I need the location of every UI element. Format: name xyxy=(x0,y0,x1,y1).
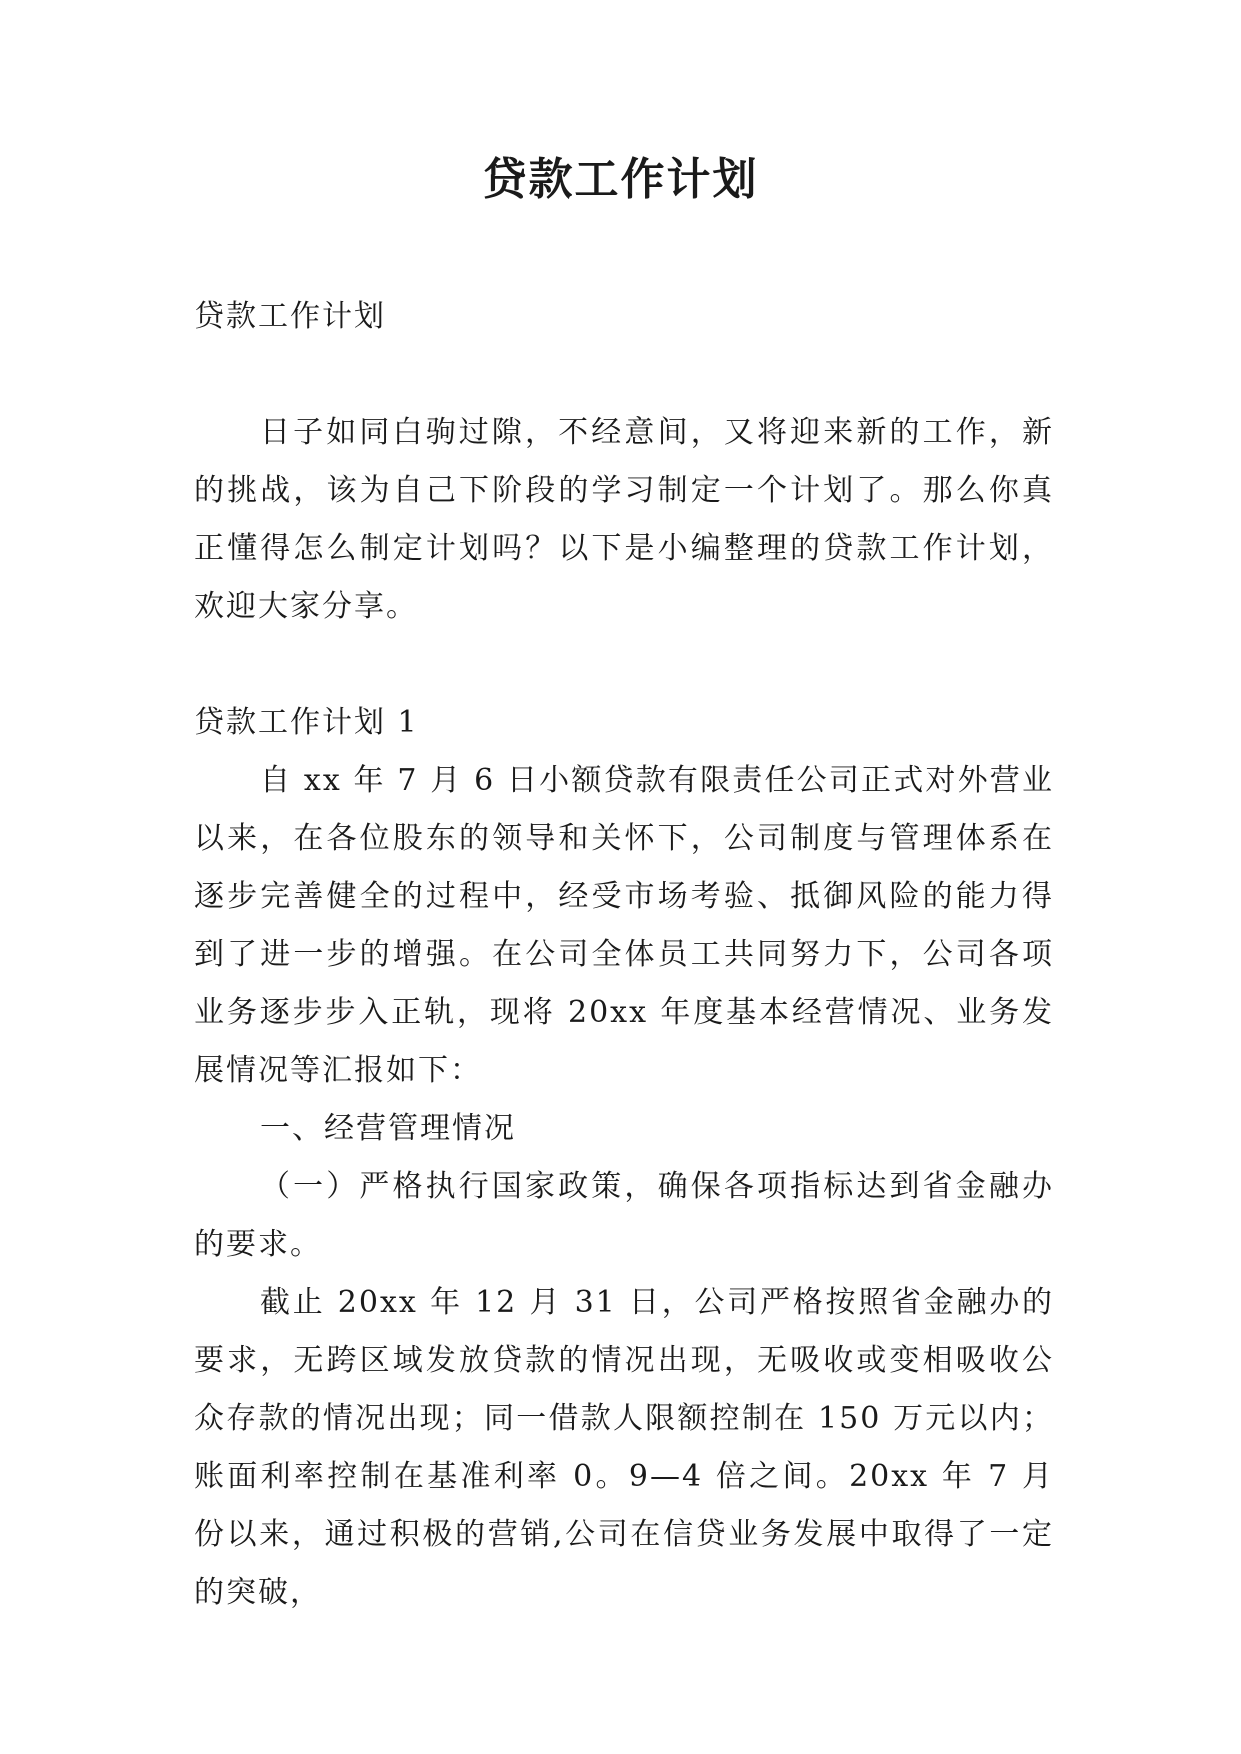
document-title: 贷款工作计划 xyxy=(482,154,759,205)
heading-business-management: 一、经营管理情况 xyxy=(260,1111,516,1146)
body-paragraph: 截止 20xx 年 12 月 31 日，公司严格按照省金融办的要求，无跨区域发放贷款的情况出现，无吸收或变相吸收公众存款的情况出现；同一借款人限额控制在 150 万元以内；账面利率控制在基准利率 0。9—4 倍之间。20xx 年 7 月份以来，通过积极的营销,公司在信贷业务发展中取得了一定的突破， xyxy=(194,1285,1054,1610)
document-body xyxy=(194,288,1054,1622)
intro-paragraph: 日子如同白驹过隙，不经意间，又将迎来新的工作，新的挑战，该为自己下阶段的学习制定一个计划了。那么你真正懂得怎么制定计划吗？以下是小编整理的贷款工作计划，欢迎大家分享。 xyxy=(194,415,1054,624)
body-paragraph: 自 xx 年 7 月 6 日小额贷款有限责任公司正式对外营业以来，在各位股东的领导和关怀下，公司制度与管理体系在逐步完善健全的过程中，经受市场考验、抵御风险的能力得到了进一步的增强。在公司全体员工共同努力下，公司各项业务逐步步入正轨，现将 20xx 年度基本经营情况、业务发展情况等汇报如下： xyxy=(194,763,1054,1088)
subheading-policy-compliance: （一）严格执行国家政策，确保各项指标达到省金融办的要求。 xyxy=(194,1169,1054,1262)
section-title: 贷款工作计划 1 xyxy=(194,705,419,740)
document-subtitle: 贷款工作计划 xyxy=(194,299,386,334)
